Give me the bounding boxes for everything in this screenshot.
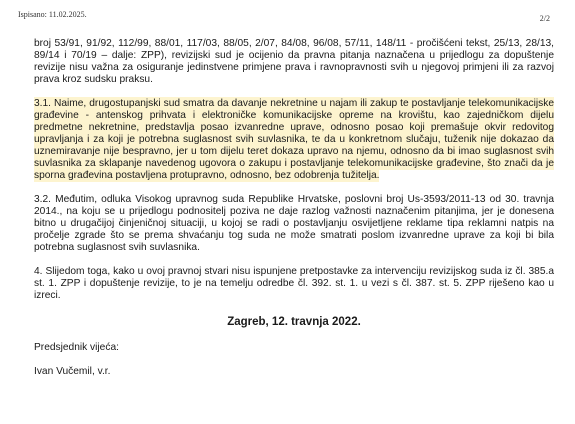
- highlighted-text: 3.1. Naime, drugostupanjski sud smatra da davanje nekretnine u najam ili zakup te postavljanje telekomunikacijske građevine - antenskog prihvata i elektroničke komunikacijske opreme na krovištu, kao zajedničkom dijelu predmetne nekretnine, predstavlja posao izvanredne uprave, odnosno posao koji premašuje okvir redovitog upravljanja i za koji je potrebna suglasnost svih suvlasnika, te da u konkretnom slučaju, tuženik nije dokazao da uznemiravanje nije bespravno, jer u tom dijelu teret dokaza upravo na njemu, odnosno da bi imao suglasnost svih suvlasnika za sklapanje navedenog ugovora o zakupu i postavljanje telekomunikacijske građevine, što znači da je sporna građevina postavljena protupravno, odnosno, bez odobrenja tužitelja.: [34, 98, 554, 181]
- paragraph-intro: broj 53/91, 91/92, 112/99, 88/01, 117/03, 88/05, 2/07, 84/08, 96/08, 57/11, 148/11 - pročišćeni tekst, 25/13, 28/13, 89/14 i 70/19 – dalje: ZPP), revizijski sud je ocijenio da pravna pitanja naznačena u prijedlogu za dopuštenje revizije nisu važna za osiguranje jedinstvene primjene prava i ravnopravnosti svih u njegovoj primjeni ili za razvoj prava kroz sudsku praksu.: [34, 38, 554, 85]
- place-and-date: Zagreb, 12. travnja 2022.: [227, 316, 361, 328]
- print-date: Ispisano: 11.02.2025.: [18, 10, 87, 19]
- signature-role: Predsjednik vijeća:: [34, 342, 119, 353]
- paragraph-3-2: 3.2. Međutim, odluka Visokog upravnog suda Republike Hrvatske, poslovni broj Us-3593/2011-13 od 30. travnja 2014., na koju se u prijedlogu podnositelj poziva ne daje razlog važnosti naznačenim pitanjima, jer je donesena bitno u drugačijoj činjeničnoj situaciji, u kojoj se radi o postavljanju osvijetljene reklame tipa reklamni natpis na pročelje zgrade što se prema shvaćanju tog suda ne može smatrati poslom izvanredne uprave za koji bi bila potrebna suglasnost svih suvlasnika.: [34, 194, 554, 253]
- signature-name: Ivan Vučemil, v.r.: [34, 366, 111, 377]
- page-number: 2/2: [539, 14, 550, 23]
- paragraph-4: 4. Slijedom toga, kako u ovoj pravnoj stvari nisu ispunjene pretpostavke za intervenciju revizijskog suda iz čl. 385.a st. 1. ZPP i dopuštenje revizije, to je na temelju odredbe čl. 392. st. 1. u vezi s čl. 387. st. 5. ZPP riješeno kao u izreci.: [34, 266, 554, 301]
- paragraph-3-1: [34, 98, 554, 182]
- document-body: [34, 38, 554, 378]
